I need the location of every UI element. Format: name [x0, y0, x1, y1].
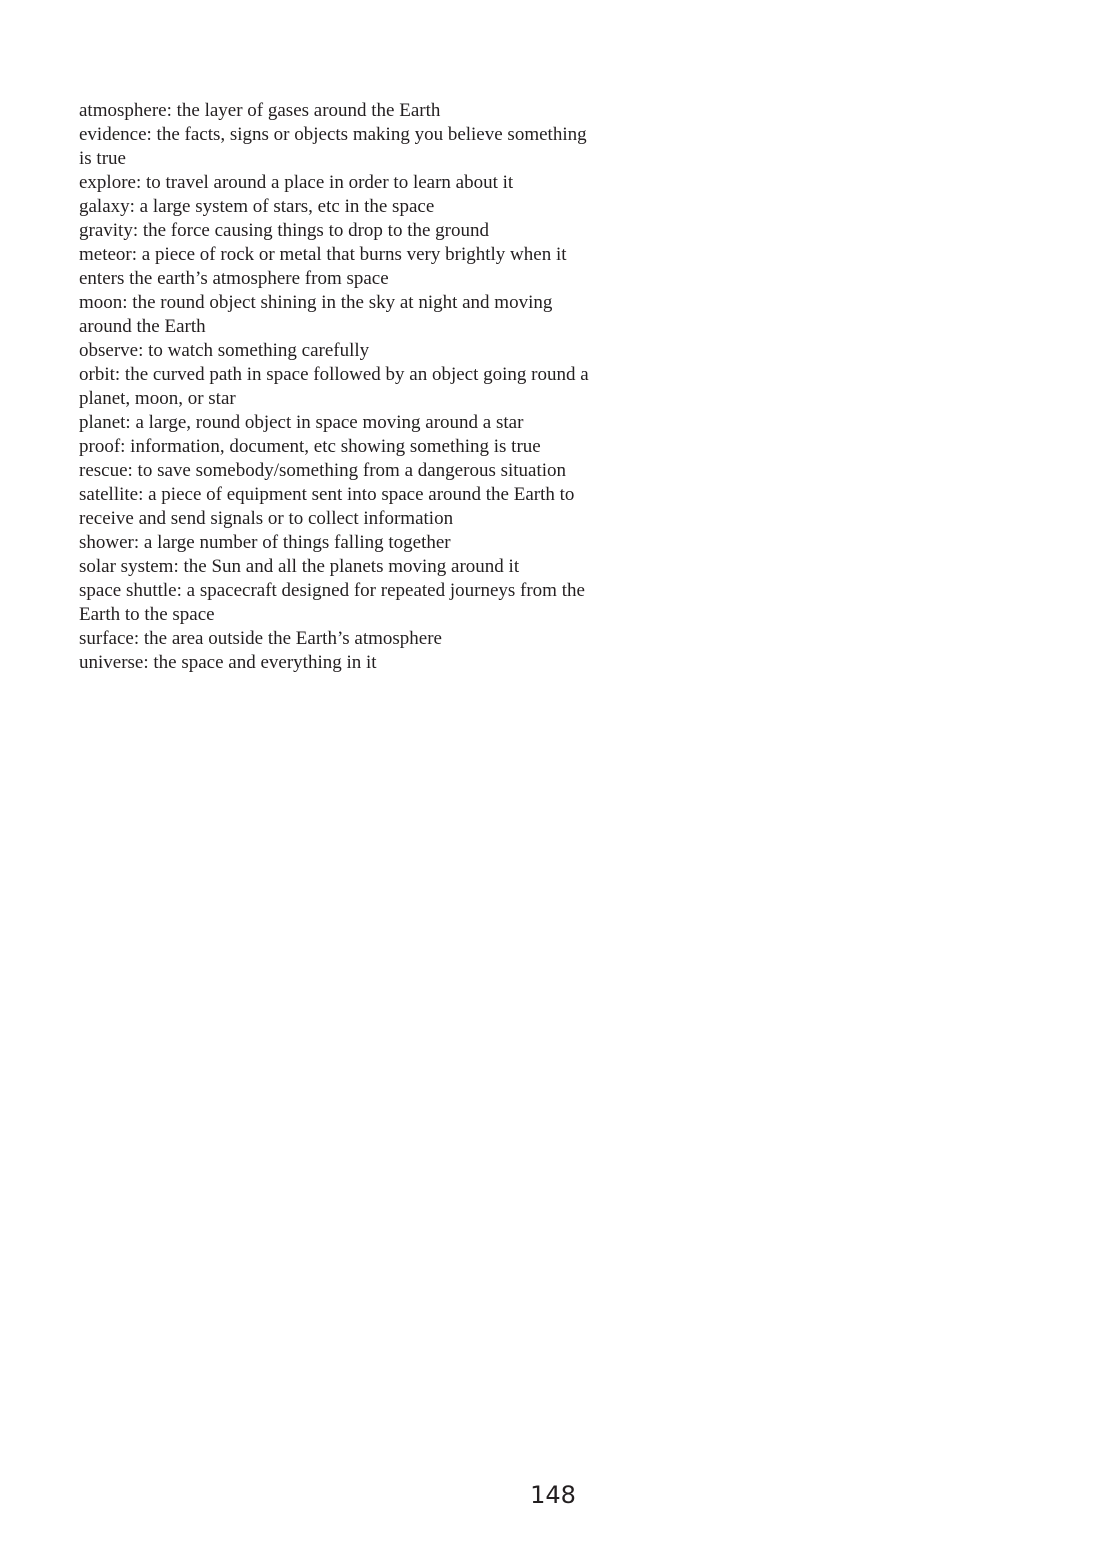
glossary-entry-proof: proof: information, document, etc showing something is true: [79, 436, 541, 457]
glossary-entry-galaxy: galaxy: a large system of stars, etc in the space: [79, 196, 435, 217]
glossary-entry-observe: observe: to watch something carefully: [79, 340, 370, 361]
glossary-entry-satellite: satellite: a piece of equipment sent into space around the Earth to receive and send signals or to collect information: [79, 484, 575, 529]
glossary-entry-gravity: gravity: the force causing things to drop to the ground: [79, 220, 489, 241]
glossary-entry-meteor: meteor: a piece of rock or metal that burns very brightly when it enters the earth’s atmosphere from space: [79, 244, 567, 289]
glossary-entry-universe: universe: the space and everything in it: [79, 652, 377, 673]
glossary-list: [79, 99, 589, 675]
glossary-entry-moon: moon: the round object shining in the sky at night and moving around the Earth: [79, 292, 553, 337]
glossary-entry-space-shuttle: space shuttle: a spacecraft designed for repeated journeys from the Earth to the space: [79, 580, 585, 625]
glossary-entry-shower: shower: a large number of things falling together: [79, 532, 451, 553]
glossary-entry-solar-system: solar system: the Sun and all the planets moving around it: [79, 556, 520, 577]
glossary-entry-orbit: orbit: the curved path in space followed by an object going round a planet, moon, or star: [79, 364, 589, 409]
glossary-entry-surface: surface: the area outside the Earth’s atmosphere: [79, 628, 442, 649]
glossary-entry-explore: explore: to travel around a place in order to learn about it: [79, 172, 514, 193]
glossary-entry-planet: planet: a large, round object in space moving around a star: [79, 412, 524, 433]
page-number: 148: [530, 1481, 576, 1509]
glossary-entry-rescue: rescue: to save somebody/something from a dangerous situation: [79, 460, 567, 481]
glossary-entry-atmosphere: atmosphere: the layer of gases around the Earth: [79, 100, 441, 121]
glossary-entry-evidence: evidence: the facts, signs or objects making you believe something is true: [79, 124, 587, 169]
